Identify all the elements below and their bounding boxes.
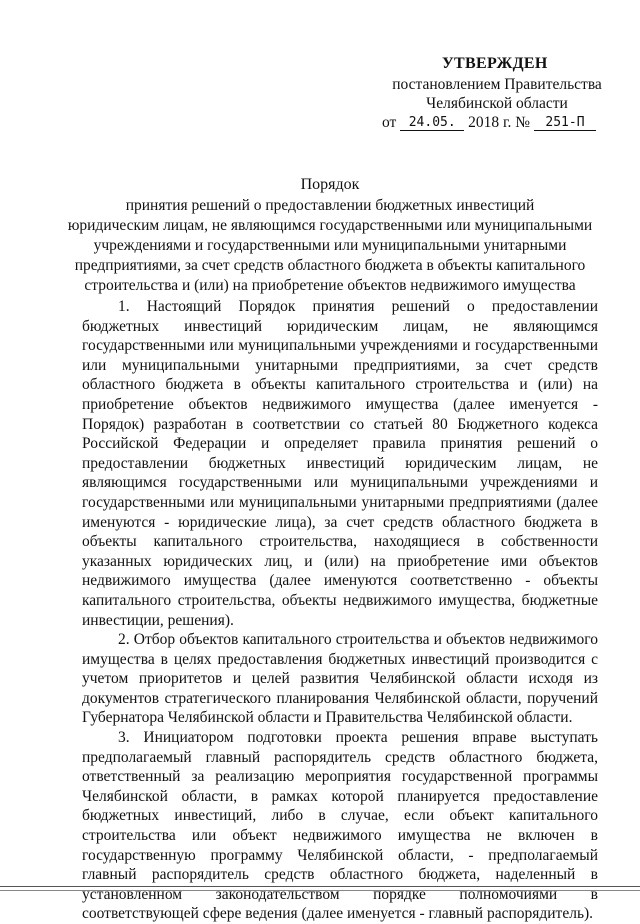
paragraph-3: 3. Инициатором подготовки проекта решения вправе выступать предполагаемый главный распорядитель средств областного бюджета, ответственный за реализацию мероприятия государственной программы Челябинской области, в рамках которой планируется предоставление бюджетных инвестиций, либо в случае, если объект капитального строительства или объект недвижимого имущества не включен в государственную программу Челябинской области, - предполагаемый главный распорядитель средств областного бюджета, наделенный в установленном законодательством порядке полномочиями в соответствующей сфере ведения (далее именуется - главный распорядитель). bbox=[82, 729, 598, 923]
document-title-block bbox=[60, 175, 600, 296]
approval-date-line bbox=[382, 113, 612, 132]
year-number-label: 2018 г. № bbox=[468, 114, 531, 131]
approval-line-resolution: постановлением Правительства bbox=[392, 76, 602, 93]
document-body bbox=[82, 297, 598, 924]
date-prefix: от bbox=[382, 114, 397, 131]
document-title: Порядок bbox=[300, 176, 360, 193]
approval-stamp-block bbox=[382, 54, 612, 132]
title-line: принятия решений о предоставлении бюджетных инвестиций bbox=[125, 197, 535, 214]
title-line: учреждениями и государственными или муниципальными унитарными bbox=[93, 237, 567, 254]
title-line: предприятиями, за счет средств областного бюджета в объекты капитального bbox=[74, 257, 586, 274]
title-line: юридическим лицам, не являющимся государственными или муниципальными bbox=[67, 217, 593, 234]
title-line: строительства и (или) на приобретение объектов недвижимого имущества bbox=[84, 277, 576, 294]
approved-heading: УТВЕРЖДЕН bbox=[442, 55, 548, 72]
paragraph-1: 1. Настоящий Порядок принятия решений о предоставлении бюджетных инвестиций юридическим лицам, не являющимся государственными или муниципальными учреждениями и государственными или муниципальными унитарными предприятиями, за счет средств областного бюджета в объекты капитального строительства и (или) на приобретение объектов недвижимого имущества (далее именуется - Порядок) разработан в соответствии со статьей 80 Бюджетного кодекса Российской Федерации и определяет правила принятия решений о предоставлении бюджетных инвестиций юридическим лицам, не являющимся государственными или муниципальными учреждениями и государственными или муниципальными унитарными предприятиями (далее именуются - юридические лица), за счет средств областного бюджета в объекты капитального строительства, находящиеся в собственности указанных юридических лиц, и (или) на приобретение ими объектов недвижимого имущества (далее именуются соответственно - объекты капитального строительства, объекты недвижимого имущества, бюджетные инвестиции, решения). bbox=[82, 298, 598, 629]
resolution-number-field: 251-П bbox=[534, 115, 596, 131]
page-bottom-rule bbox=[0, 886, 640, 887]
paragraph-2: 2. Отбор объектов капитального строительства и объектов недвижимого имущества в целях предоставления бюджетных инвестиций производится с учетом приоритетов и целей развития Челябинской области исходя из документов стратегического планирования Челябинской области, поручений Губернатора Челябинской области и Правительства Челябинской области. bbox=[82, 631, 598, 727]
approval-line-region: Челябинской области bbox=[426, 95, 568, 112]
date-field: 24.05. bbox=[400, 115, 464, 131]
page-bottom-rule-secondary bbox=[0, 890, 640, 891]
